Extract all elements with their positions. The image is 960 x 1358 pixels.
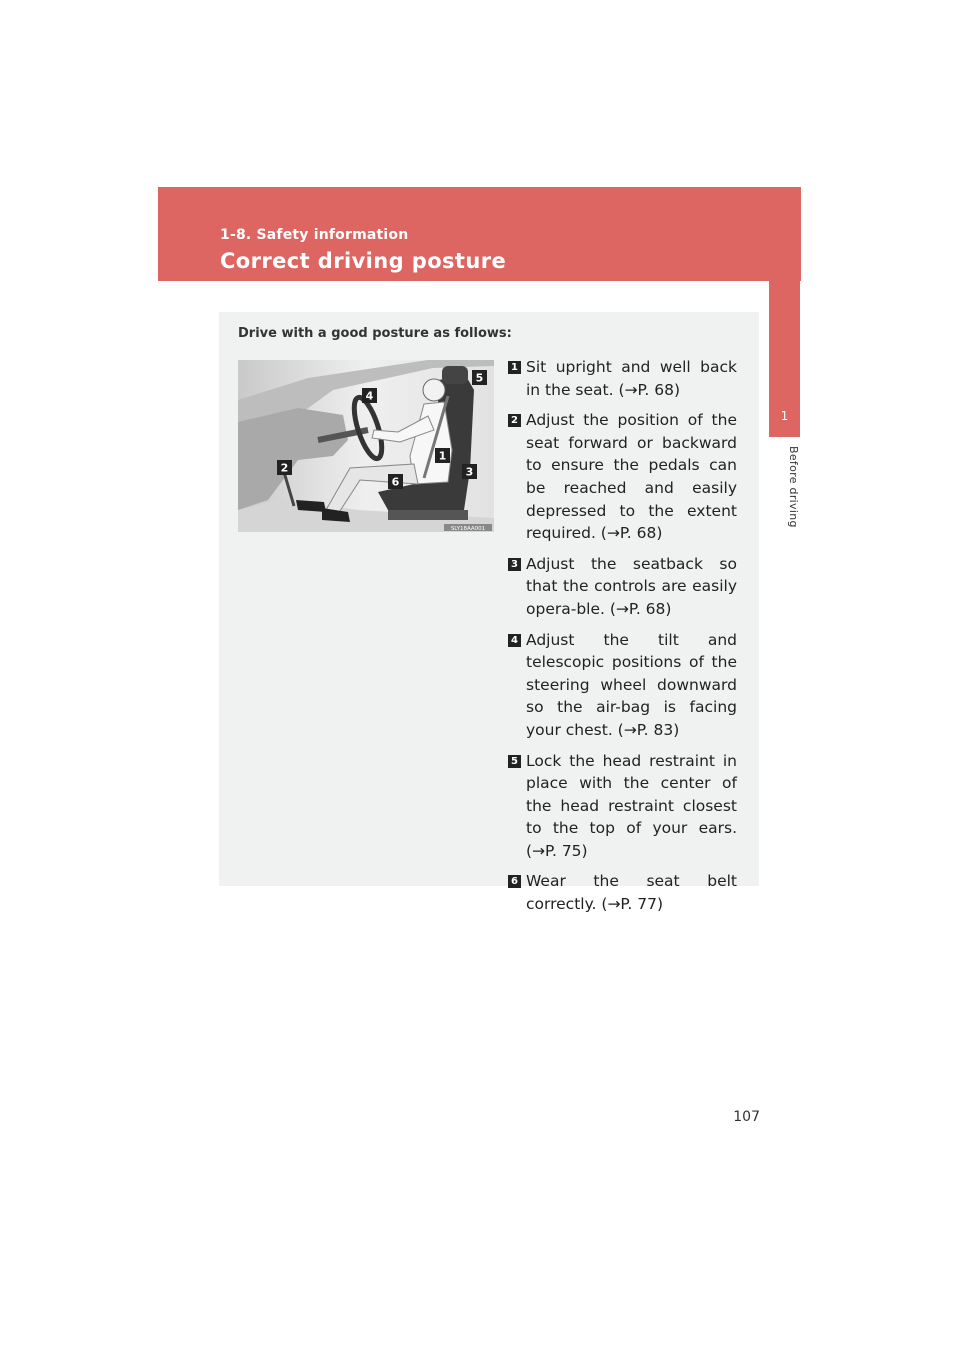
head-restraint xyxy=(442,366,468,384)
driving-posture-illustration xyxy=(238,360,494,532)
callout-5-label: 5 xyxy=(475,371,484,385)
chapter-number: 1 xyxy=(780,409,789,423)
instruction-step-6 xyxy=(508,870,737,915)
step-number-badge-2: 2 xyxy=(508,414,521,427)
instruction-step-3 xyxy=(508,553,737,621)
instruction-step-2 xyxy=(508,409,737,545)
callout-3-label: 3 xyxy=(465,465,474,479)
driver-head xyxy=(423,379,445,401)
intro-text: Drive with a good posture as follows: xyxy=(238,326,512,341)
step-text-5: Lock the head restraint in place with the center of the head restraint closest to the top of your ears. (→P. 75) xyxy=(526,751,737,860)
chapter-title: Before driving xyxy=(787,446,800,528)
step-number-badge-1: 1 xyxy=(508,361,521,374)
callout-2-label: 2 xyxy=(280,461,289,475)
page-number: 107 xyxy=(733,1109,760,1125)
step-text-6: Wear the seat belt correctly. (→P. 77) xyxy=(526,872,737,914)
callout-6-label: 6 xyxy=(391,475,400,489)
step-number-badge-3: 3 xyxy=(508,558,521,571)
content-box xyxy=(219,312,759,914)
step-number-badge-5: 5 xyxy=(508,755,521,768)
callout-1-label: 1 xyxy=(438,449,447,463)
callout-4-label: 4 xyxy=(365,389,374,403)
step-number-badge-4: 4 xyxy=(508,634,521,647)
step-text-3: Adjust the seatback so that the controls are easily opera-ble. (→P. 68) xyxy=(526,554,737,618)
step-text-1: Sit upright and well back in the seat. (→P. 68) xyxy=(526,358,737,399)
instruction-step-5 xyxy=(508,750,737,863)
step-number-badge-6: 6 xyxy=(508,875,521,888)
chapter-tab xyxy=(769,187,800,437)
step-text-2: Adjust the position of the seat forward or backward to ensure the pedals can be reached and easily depressed to the extent required. (→P. 68) xyxy=(526,411,737,543)
section-label: 1-8. Safety information xyxy=(220,227,409,243)
posture-drawing xyxy=(238,360,494,532)
step-text-4: Adjust the tilt and telescopic positions of the steering wheel downward so the air-bag is facing your chest. (→P. 83) xyxy=(526,630,737,739)
instruction-step-4 xyxy=(508,629,737,742)
page-title: Correct driving posture xyxy=(220,249,507,273)
instruction-step-1 xyxy=(508,356,737,401)
section-header xyxy=(158,187,801,281)
posture-instructions xyxy=(508,356,737,924)
seat-rail xyxy=(388,510,468,520)
figure-code: SLY18AA001 xyxy=(450,526,486,532)
